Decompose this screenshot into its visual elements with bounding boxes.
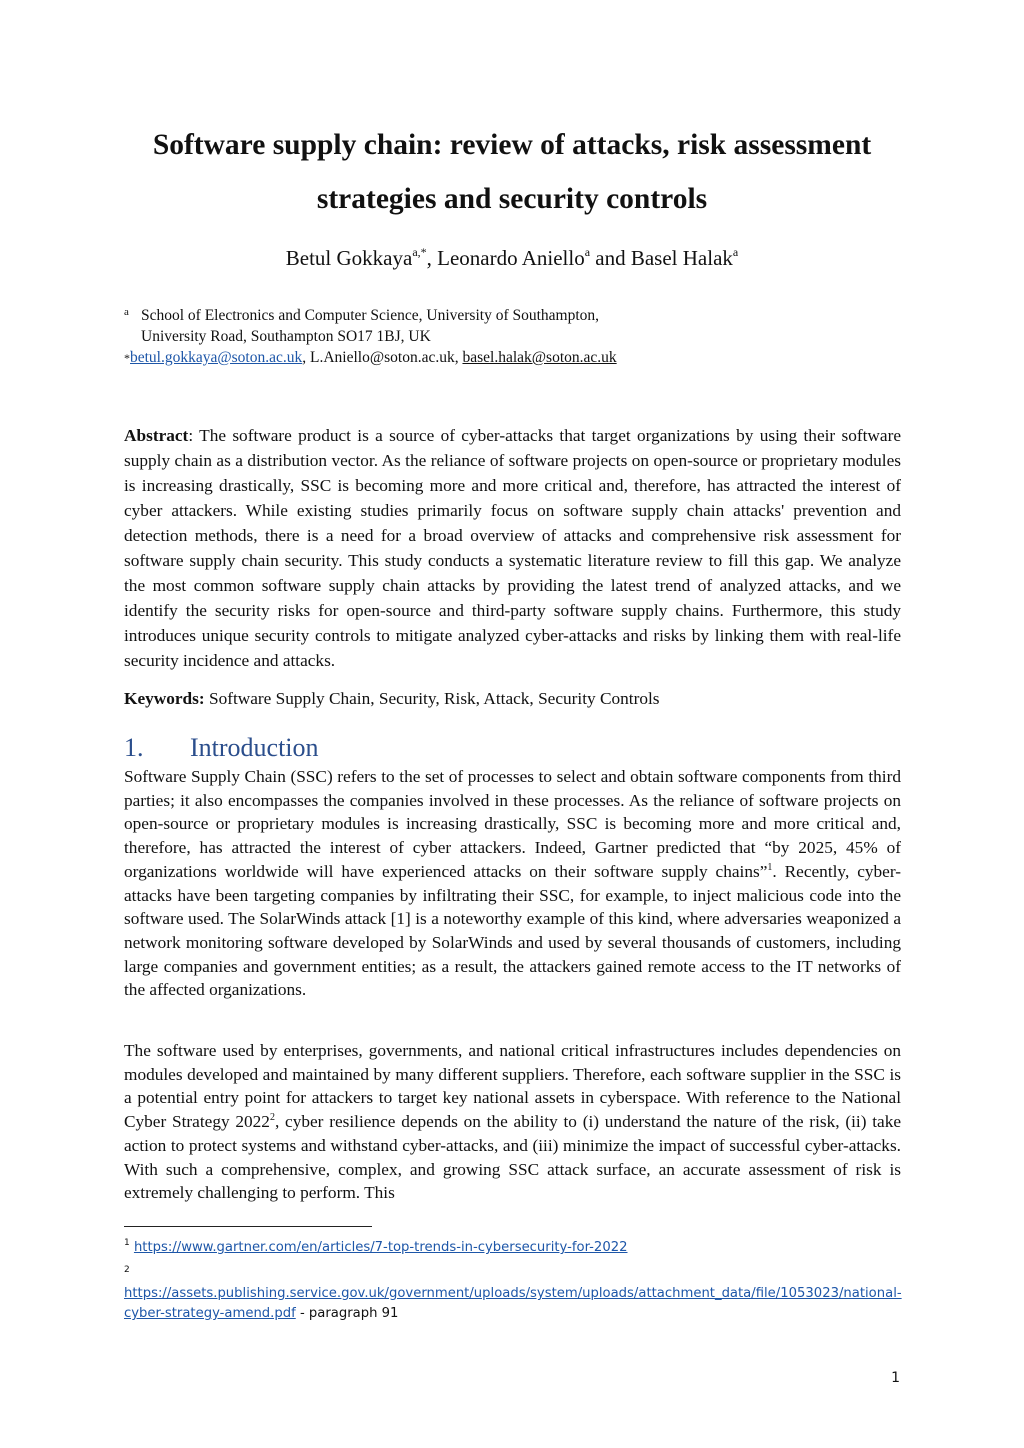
- footnote-1-link[interactable]: https://www.gartner.com/en/articles/7-top-trends-in-cybersecurity-for-2022: [133, 1240, 628, 1255]
- email-link-gokkaya[interactable]: betul.gokkaya@soton.ac.uk: [130, 349, 303, 366]
- footnote-1-mark: 1: [124, 1238, 130, 1248]
- author-name: Basel Halak: [630, 246, 733, 270]
- footnote-2-suffix: - paragraph 91: [295, 1306, 399, 1321]
- paper-title: [100, 118, 924, 226]
- affiliation-line-1: School of Electronics and Computer Science, University of Southampton,: [141, 307, 600, 324]
- affiliation-mark: a: [124, 306, 129, 318]
- abstract-label: Abstract: [124, 426, 189, 445]
- footnote-divider: [124, 1226, 372, 1227]
- keywords-label: Keywords:: [124, 689, 205, 708]
- intro-paragraph-1: Software Supply Chain (SSC) refers to the set of processes to select and obtain software components from third parties; it also encompasses the companies involved in these processes. As the reliance of software projects on open-source or proprietary modules is increasing drastically, SSC is becoming more and more critical and, therefore, has attracted the interest of cyber attackers. Indeed, Gartner predicted that “by 2025, 45% of organizations worldwide will have experienced attacks on their software supply chains”$^1$. Recently, cyber-attacks have been targeting companies by infiltrating their SSC, for example, to inject malicious code into the software used. The SolarWinds attack [1] is a noteworthy example of this kind, where adversaries weaponized a network monitoring software developed by SolarWinds and used by several thousands of customers, including large companies and government entities; as a result, the attackers gained remote access to the IT networks of the affected organizations.: [124, 767, 901, 1000]
- footnote-2-link[interactable]: https://assets.publishing.service.gov.uk/government/uploads/system/uploads/attachment_data/file/1053023/national-cyber-strategy-amend.pdf: [124, 1286, 902, 1321]
- author-list: Betul Gokkaya$^{a,*}$, Leonardo Aniello$^a$ and Basel Halak$^a$: [285, 245, 739, 270]
- author-affiliation-mark: a: [732, 245, 739, 259]
- keywords-text: Software Supply Chain, Security, Risk, Attack, Security Controls: [204, 689, 660, 708]
- footnote-2-mark: 2: [124, 1265, 130, 1275]
- title-line-2: strategies and security controls: [316, 183, 708, 215]
- abstract-text: : The software product is a source of cyber-attacks that target organizations by using their software supply chain as a distribution vector. As the reliance of software projects on open-source or proprietary modules is increasing drastically, SSC is becoming more and more critical and, therefore, has attracted the interest of cyber attackers. While existing studies primarily focus on software supply chain attacks' prevention and detection methods, there is a need for a broad overview of attacks and comprehensive risk assessment for software supply chain security. This study conducts a systematic literature review to fill this gap. We analyze the most common software supply chain attacks by providing the latest trend of analyzed attacks, and we identify the security risks for open-source and third-party software supply chains. Furthermore, this study introduces unique security controls to mitigate analyzed cyber-attacks and risks by linking them with real-life security incidence and attacks.: [124, 426, 901, 670]
- affiliation: [124, 305, 599, 347]
- intro-paragraph-2: The software used by enterprises, governments, and national critical infrastructures includes dependencies on modules developed and maintained by many different suppliers. Therefore, each software supplier in the SSC is a potential entry point for attackers to target key national assets in cyberspace. With reference to the National Cyber Strategy 2022$^2$, cyber resilience depends on the ability to (i) understand the nature of the risk, (ii) take action to protect systems and withstand cyber-attacks, and (iii) minimize the impact of successful cyber-attacks. With such a comprehensive, complex, and growing SSC attack surface, an accurate assessment of risk is extremely challenging to perform. This: [124, 1041, 902, 1203]
- author-emails: *betul.gokkaya@soton.ac.uk, L.Aniello@soton.ac.uk, basel.halak@soton.ac.uk: [124, 349, 617, 366]
- section-number: 1.: [124, 733, 144, 762]
- author-affiliation-mark: a: [584, 245, 591, 259]
- author-name: Leonardo Aniello: [437, 246, 585, 270]
- title-line-1: Software supply chain: review of attacks, risk assessment: [152, 129, 872, 161]
- keywords: [124, 686, 901, 711]
- footnote-2: [124, 1284, 904, 1324]
- email-aniello: L.Aniello@soton.ac.uk: [310, 349, 455, 366]
- author-name: Betul Gokkaya: [285, 246, 413, 270]
- page-number: 1: [891, 1370, 900, 1386]
- section-heading-introduction: [124, 731, 319, 765]
- footnotes: [124, 1238, 904, 1321]
- abstract: [124, 423, 901, 673]
- author-affiliation-mark: a,*: [412, 245, 427, 259]
- section-title: Introduction: [190, 733, 319, 762]
- affiliation-line-2: University Road, Southampton SO17 1BJ, UK: [141, 328, 431, 345]
- footnote-ref-1[interactable]: 1: [767, 861, 773, 873]
- corresponding-mark: *: [124, 351, 130, 365]
- footnote-ref-2[interactable]: 2: [269, 1112, 275, 1124]
- footnote-1: [124, 1238, 904, 1258]
- email-link-halak[interactable]: basel.halak@soton.ac.uk: [462, 349, 617, 366]
